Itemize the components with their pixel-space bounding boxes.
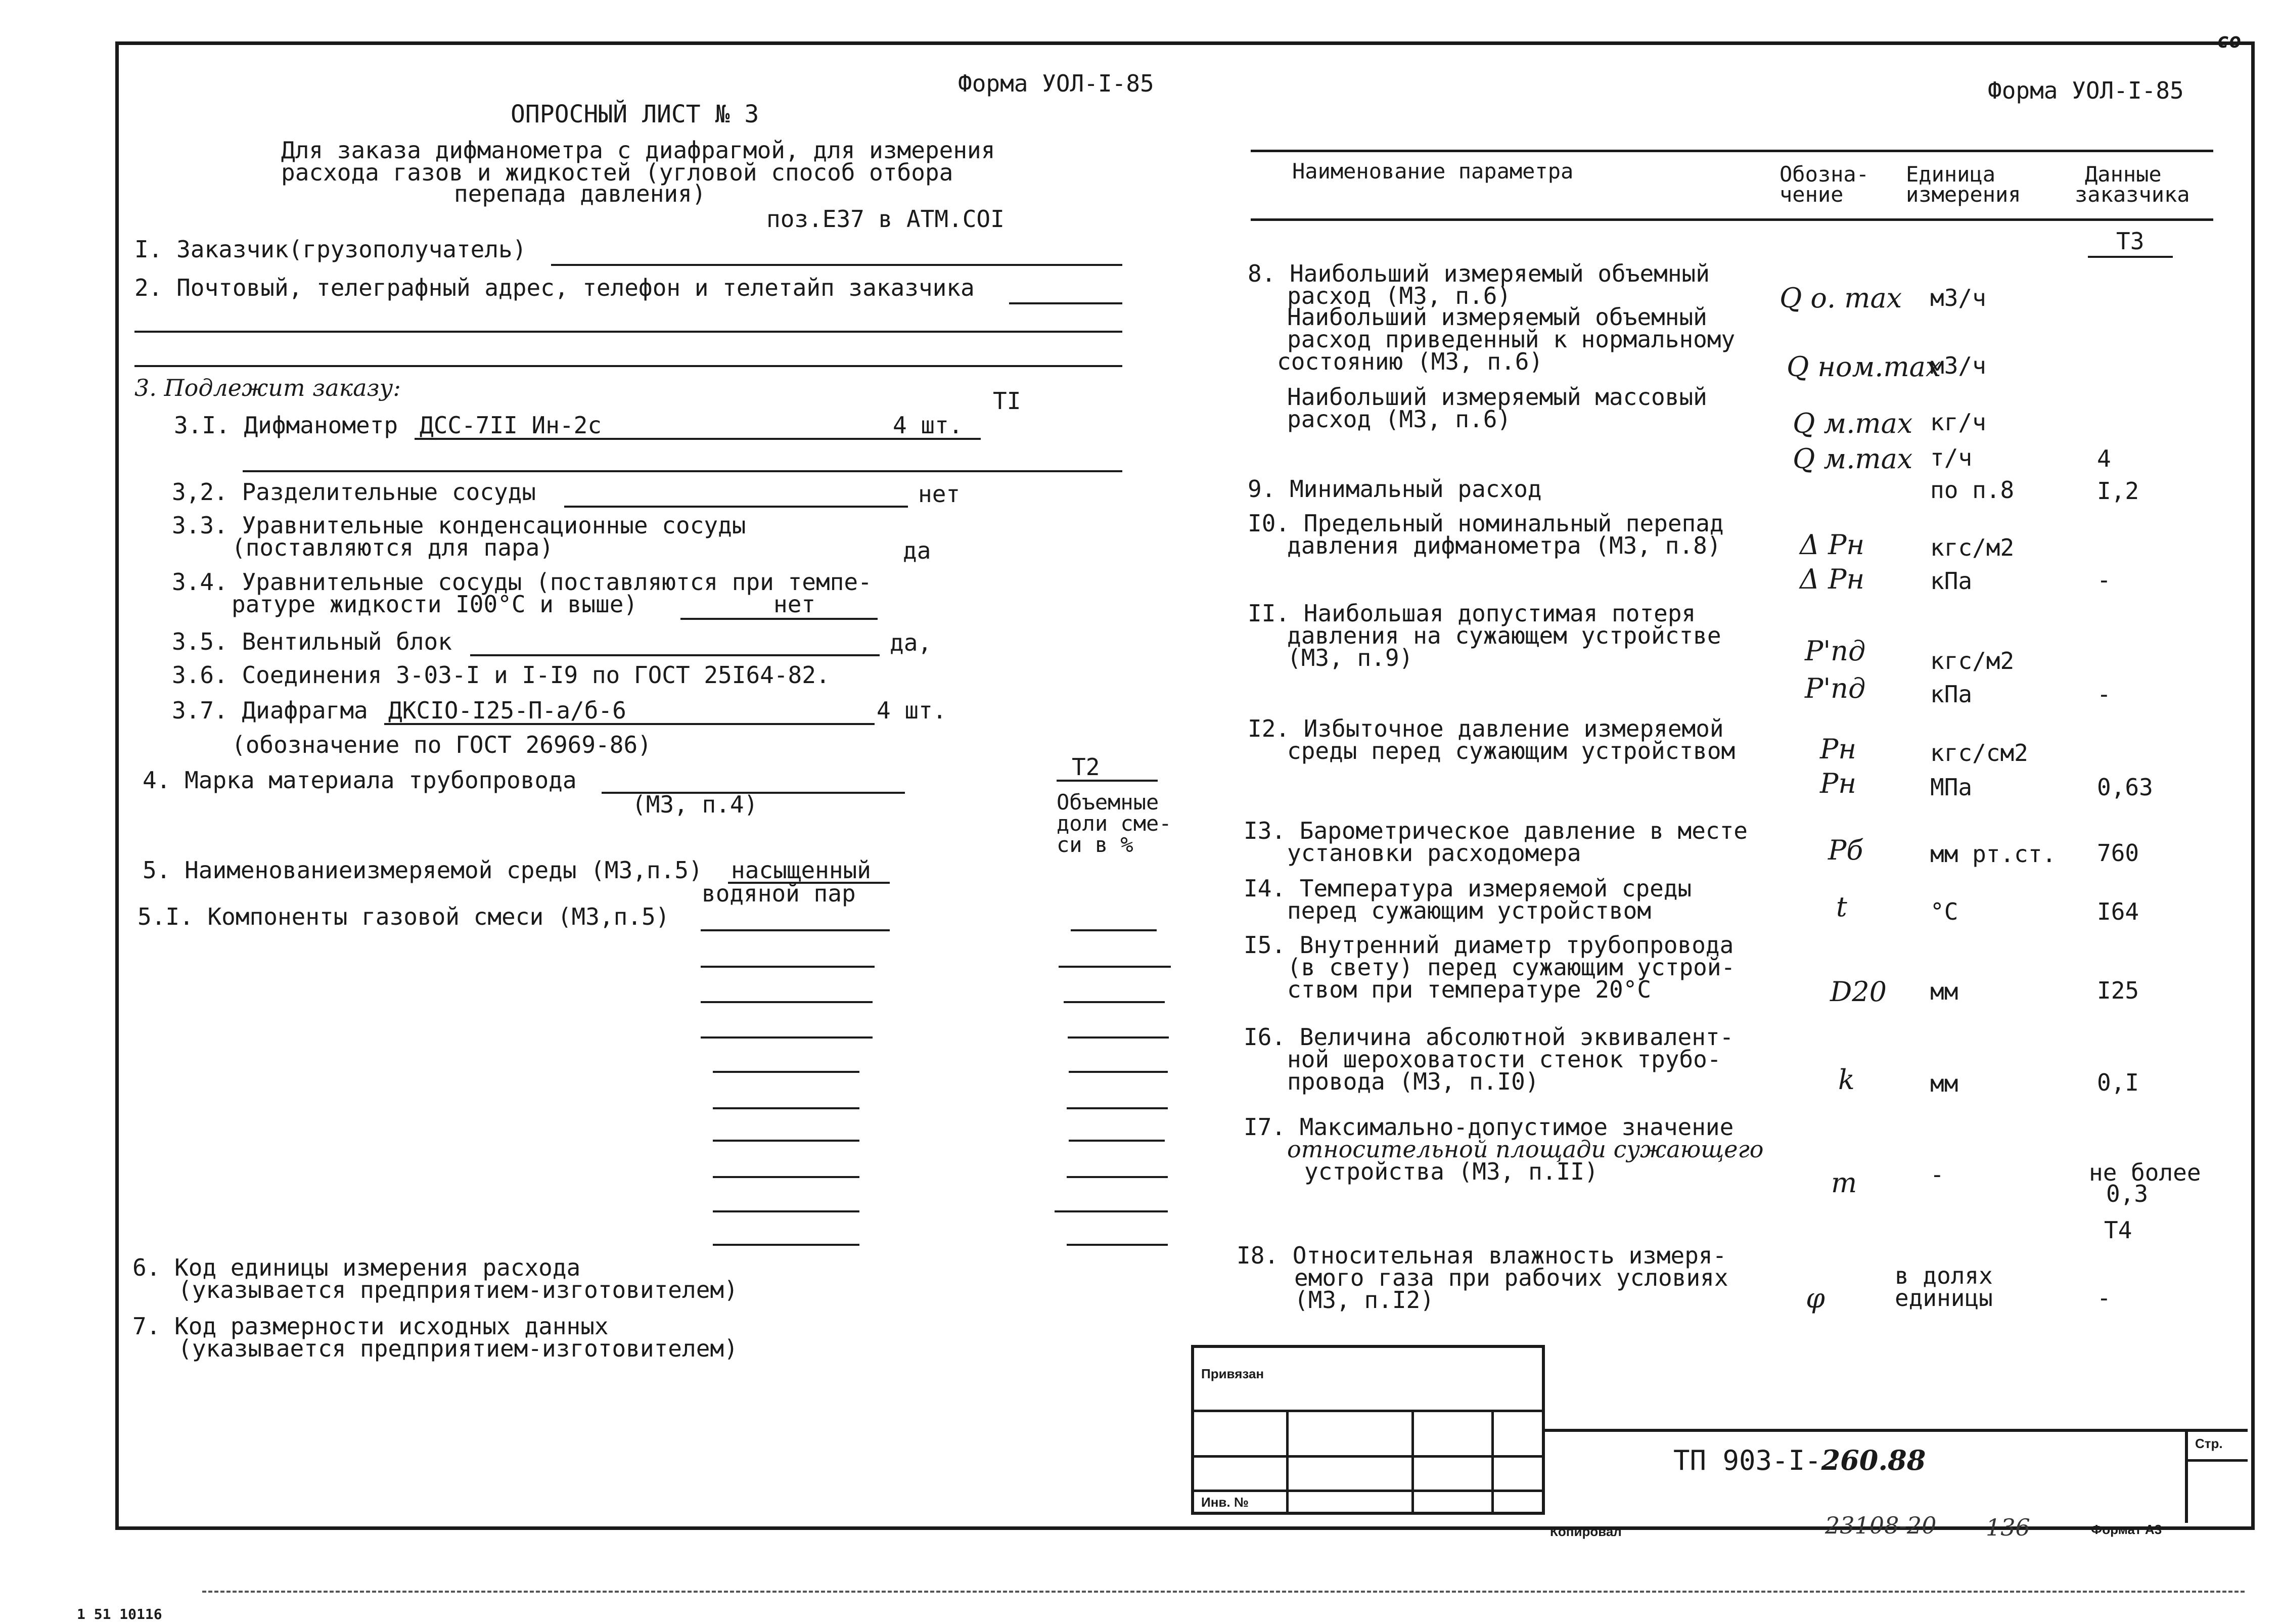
item-5-value-2: водяной пар: [702, 880, 856, 907]
item-3-4-line1: 3.4. Уравнительные сосуды (поставляются при темпе-: [172, 568, 872, 596]
gas-line-5: [713, 1071, 859, 1073]
gas-line-9: [713, 1210, 859, 1212]
table-ref-t2: Т2: [1072, 753, 1100, 781]
p17-line3: устройства (МЗ, п.II): [1304, 1158, 1599, 1185]
item-6-line2: (указывается предприятием-изготовителем): [178, 1276, 738, 1303]
p18-line1: I8. Относительная влажность измеря-: [1237, 1242, 1727, 1269]
kopiroval-label: Копировал: [1550, 1524, 1622, 1539]
header-unit-2: измерения: [1906, 182, 2021, 207]
p11-line1: II. Наибольшая допустимая потеря: [1248, 600, 1696, 627]
title-block-page-cell: [2185, 1429, 2248, 1523]
p14-line2: перед сужающим устройством: [1287, 897, 1652, 924]
p18-line2: емого газа при рабочих условиях: [1294, 1264, 1728, 1291]
p8-unit-1: м3/ч: [1930, 284, 1986, 311]
vol-fraction-2: доли сме-: [1057, 811, 1172, 836]
item-3-5-label: 3.5. Вентильный блок: [172, 628, 452, 655]
item-3-7-value: ДКСIО-I25-П-а/б-6: [388, 697, 626, 724]
p17-unit: -: [1930, 1161, 1944, 1188]
p12-unit-2: МПа: [1930, 774, 1973, 801]
stamp-row-line-2: [1194, 1455, 1542, 1458]
corner-mark: co: [2217, 29, 2242, 53]
p18-line3: (МЗ, п.I2): [1294, 1286, 1434, 1314]
p12-unit-1: кгс/см2: [1930, 739, 2028, 766]
p11-value: -: [2097, 681, 2111, 708]
subtitle-line-2: расхода газов и жидкостей (угловой способ отбора: [281, 159, 953, 186]
right-form-label: Форма УОЛ-I-85: [1988, 77, 2184, 104]
p15-value: I25: [2097, 977, 2139, 1004]
fraction-line-5: [1069, 1071, 1168, 1073]
t3-line: [2088, 256, 2173, 258]
header-data-2: заказчика: [2075, 182, 2190, 207]
item-3-1-value: ДСС-7II Ин-2с: [420, 412, 602, 439]
p8-line6: Наибольший измеряемый массовый: [1287, 383, 1707, 411]
p10-line2: давления дифманометра (МЗ, п.8): [1287, 532, 1721, 559]
item-3-1-line: [415, 438, 981, 440]
p17-value-2: 0,3: [2106, 1180, 2149, 1207]
gas-line-10: [713, 1244, 859, 1246]
item-3-4-value: нет: [773, 591, 816, 618]
p16-unit: мм: [1930, 1070, 1958, 1097]
p8-line7: расход (МЗ, п.6): [1287, 405, 1512, 433]
p12-symbol-2: Pн: [1820, 768, 1856, 799]
item-3-5-line: [470, 654, 880, 656]
doc-designation: [1673, 1444, 1926, 1476]
item-3-3-line2: (поставляются для пара): [232, 534, 554, 561]
t2-line: [1057, 780, 1158, 782]
p16-line1: I6. Величина абсолютной эквивалент-: [1244, 1023, 1734, 1051]
p11-symbol-2: P'пд: [1805, 672, 1866, 704]
p18-value: -: [2097, 1284, 2111, 1312]
item-3-4-line: [680, 618, 878, 620]
page-cell-divider: [2188, 1459, 2248, 1462]
p12-symbol-1: Pн: [1820, 733, 1856, 765]
p14-value: I64: [2097, 898, 2139, 925]
p10-symbol-2: Δ Pн: [1800, 563, 1865, 595]
p16-line3: провода (МЗ, п.I0): [1287, 1068, 1539, 1095]
p13-value: 760: [2097, 839, 2139, 867]
item-3-7-label: 3.7. Диафрагма: [172, 697, 368, 724]
stamp-col-line-2: [1411, 1410, 1414, 1515]
header-top-line: [1251, 150, 2213, 152]
p8-value: 4: [2097, 445, 2111, 472]
item-3-2-label: 3,2. Разделительные сосуды: [172, 478, 536, 506]
item-3-1-qty: 4 шт.: [893, 412, 963, 439]
p14-symbol: t: [1836, 891, 1847, 923]
gas-line-3: [701, 1001, 873, 1003]
doc-number: 260.88: [1821, 1444, 1926, 1476]
p13-symbol: Pб: [1828, 834, 1863, 866]
p14-line1: I4. Температура измеряемой среды: [1244, 875, 1692, 902]
p15-line2: (в свету) перед сужающим устрой-: [1287, 954, 1736, 981]
stamp-row-line-3: [1194, 1490, 1542, 1492]
p10-unit-1: кгс/м2: [1930, 534, 2015, 561]
p8-symbol-1: Q о. max: [1780, 282, 1902, 314]
p17-value-1: не более: [2089, 1159, 2201, 1186]
page-label: Стр.: [2195, 1436, 2223, 1451]
p15-unit: мм: [1930, 978, 1958, 1005]
fraction-line-1: [1071, 929, 1157, 931]
gas-line-1: [701, 929, 890, 931]
p15-symbol: D20: [1830, 976, 1887, 1008]
item-3-1-line-2: [243, 470, 1122, 472]
stamp-inv-number: Инв. №: [1201, 1495, 1249, 1510]
fraction-line-3: [1064, 1001, 1165, 1003]
item-6-line1: 6. Код единицы измерения расхода: [132, 1254, 581, 1281]
fraction-line-2: [1059, 966, 1171, 968]
gas-line-8: [713, 1176, 859, 1178]
p8-symbol-3: Q м.max: [1793, 408, 1913, 439]
p18-unit-1: в долях: [1895, 1262, 1993, 1289]
p12-line2: среды перед сужающим устройством: [1287, 737, 1736, 764]
item-5-1-gas-components: 5.I. Компоненты газовой смеси (МЗ,п.5): [138, 903, 670, 930]
stamp-col-line-3: [1491, 1410, 1494, 1515]
item-3-2-line: [564, 506, 908, 508]
item-2-line-2: [134, 331, 1122, 333]
p10-value: -: [2097, 566, 2111, 594]
p9-value: I,2: [2097, 477, 2139, 505]
header-name: Наименование параметра: [1292, 159, 1574, 184]
stamp-privyazan: Привязан: [1201, 1366, 1264, 1381]
bottom-left-code: 1 51 10116: [77, 1606, 162, 1622]
fraction-line-9: [1055, 1210, 1168, 1212]
item-3-heading: 3. Подлежит заказу:: [134, 374, 401, 401]
p8-symbol-2: Q ном.max: [1787, 351, 1941, 383]
p14-unit: °С: [1930, 898, 1958, 925]
left-form-label: Форма УОЛ-I-85: [958, 70, 1154, 97]
header-bottom-line: [1251, 218, 2213, 221]
fraction-line-4: [1068, 1036, 1169, 1039]
p15-line3: ством при температуре 20°С: [1287, 976, 1652, 1003]
p16-symbol: k: [1838, 1064, 1855, 1096]
gas-line-2: [701, 966, 875, 968]
p9-unit: по п.8: [1930, 476, 2015, 504]
header-symbol-1: Обозна-: [1780, 162, 1869, 187]
p8-unit-3: кг/ч: [1930, 409, 1986, 436]
p18-symbol: φ: [1806, 1282, 1825, 1314]
header-symbol-2: чение: [1780, 182, 1844, 207]
table-ref-t1: TI: [993, 387, 1021, 415]
gas-line-4: [701, 1036, 873, 1039]
table-ref-t4: Т4: [2104, 1216, 2132, 1244]
p11-symbol-1: P'пд: [1805, 635, 1866, 667]
table-ref-t3: Т3: [2116, 228, 2145, 255]
item-1-customer: I. Заказчик(грузополучатель): [134, 236, 527, 263]
item-2-address: 2. Почтовый, телеграфный адрес, телефон и телетайп заказчика: [134, 274, 975, 301]
sheet-number: 136: [1986, 1514, 2030, 1541]
vol-fraction-3: си в %: [1057, 832, 1133, 857]
fraction-line-10: [1067, 1244, 1168, 1246]
header-data-1: Данные: [2085, 162, 2162, 187]
p8-line5: состоянию (МЗ, п.6): [1277, 348, 1543, 375]
item-3-3-line1: 3.3. Уравнительные конденсационные сосуды: [172, 512, 746, 539]
p10-symbol-1: Δ Pн: [1800, 529, 1865, 561]
item-7-line2: (указывается предприятием-изготовителем): [178, 1335, 738, 1362]
gas-line-7: [713, 1140, 859, 1142]
vol-fraction-1: Объемные: [1057, 790, 1159, 815]
p11-unit-1: кгс/м2: [1930, 647, 2015, 674]
p16-value: 0,I: [2097, 1069, 2139, 1096]
item-2-line: [1009, 302, 1122, 304]
p13-line1: I3. Барометрическое давление в месте: [1244, 817, 1748, 844]
item-7-line1: 7. Код размерности исходных данных: [132, 1313, 609, 1340]
doc-prefix: ТП 903-I-: [1673, 1445, 1821, 1476]
p12-value: 0,63: [2097, 774, 2153, 801]
fraction-line-7: [1069, 1140, 1165, 1142]
item-5-medium: 5. Наименованиеизмеряемой среды (МЗ,п.5): [143, 856, 703, 884]
item-3-7-note: (обозначение по ГОСТ 26969-86): [232, 731, 652, 758]
header-unit-1: Единица: [1906, 162, 1996, 187]
p11-unit-2: кПа: [1930, 681, 1973, 708]
stamp-row-line-1: [1194, 1410, 1542, 1412]
p8-unit-4: т/ч: [1930, 444, 1973, 471]
item-3-7-qty: 4 шт.: [877, 697, 947, 724]
p8-line2: расход (МЗ, п.6): [1287, 282, 1512, 309]
p13-unit: мм рт.ст.: [1930, 840, 2057, 868]
item-2-line-3: [134, 365, 1122, 367]
item-4-material: 4. Марка материала трубопровода: [143, 766, 577, 794]
p17-symbol: m: [1831, 1167, 1857, 1199]
p17-line1: I7. Максимально-допустимое значение: [1244, 1113, 1734, 1141]
subtitle-line-1: Для заказа дифманометра с диафрагмой, для измерения: [281, 137, 995, 164]
p15-line1: I5. Внутренний диаметр трубопровода: [1244, 931, 1734, 959]
p11-line3: (МЗ, п.9): [1287, 644, 1413, 671]
bottom-dashed-line: [202, 1591, 2245, 1593]
format-label: Формат А3: [2091, 1522, 2162, 1537]
fraction-line-8: [1067, 1176, 1168, 1178]
item-1-line: [551, 264, 1122, 266]
item-3-3-value: да: [903, 537, 931, 564]
p8-symbol-4: Q м.max: [1793, 443, 1913, 475]
fraction-line-6: [1067, 1107, 1168, 1109]
position-ref: поз.Е37 в АТМ.СОI: [766, 205, 1005, 233]
title-block-top-line: [1542, 1429, 2248, 1432]
item-3-7-line: [384, 723, 875, 725]
item-5-value-1: насыщенный: [731, 856, 871, 884]
p8-line3: Наибольший измеряемый объемный: [1287, 303, 1707, 331]
item-3-2-value: нет: [918, 480, 961, 508]
p11-line2: давления на сужающем устройстве: [1287, 622, 1721, 649]
p8-unit-2: м3/ч: [1930, 352, 1986, 379]
item-3-6: 3.6. Соединения 3-03-I и I-I9 по ГОСТ 25I64-82.: [172, 661, 830, 689]
approval-stamp-grid: [1191, 1345, 1545, 1515]
item-3-5-value: да,: [890, 629, 932, 656]
gas-line-6: [713, 1107, 859, 1109]
subtitle-line-3: перепада давления): [454, 180, 706, 207]
p8-line1: 8. Наибольший измеряемый объемный: [1248, 260, 1710, 287]
archive-number: 23108-20: [1825, 1512, 1937, 1539]
p10-line1: I0. Предельный номинальный перепад: [1248, 510, 1724, 537]
stamp-col-line-1: [1286, 1410, 1289, 1515]
item-3-1-label: 3.I. Дифманометр: [174, 412, 398, 439]
p10-unit-2: кПа: [1930, 567, 1973, 595]
p9-label: 9. Минимальный расход: [1248, 475, 1542, 503]
p12-line1: I2. Избыточное давление измеряемой: [1248, 715, 1724, 742]
questionnaire-title: ОПРОСНЫЙ ЛИСТ № 3: [511, 100, 759, 128]
p18-unit-2: единицы: [1895, 1284, 1993, 1312]
p17-line2: относительной площади сужающего: [1287, 1136, 1764, 1163]
item-3-4-line2: ратуре жидкости I00°С и выше): [232, 591, 638, 618]
p8-line4: расход приведенный к нормальному: [1287, 326, 1736, 353]
p13-line2: установки расходомера: [1287, 839, 1581, 867]
item-4-note: (МЗ, п.4): [632, 791, 758, 818]
p16-line2: ной шероховатости стенок трубо-: [1287, 1046, 1721, 1073]
